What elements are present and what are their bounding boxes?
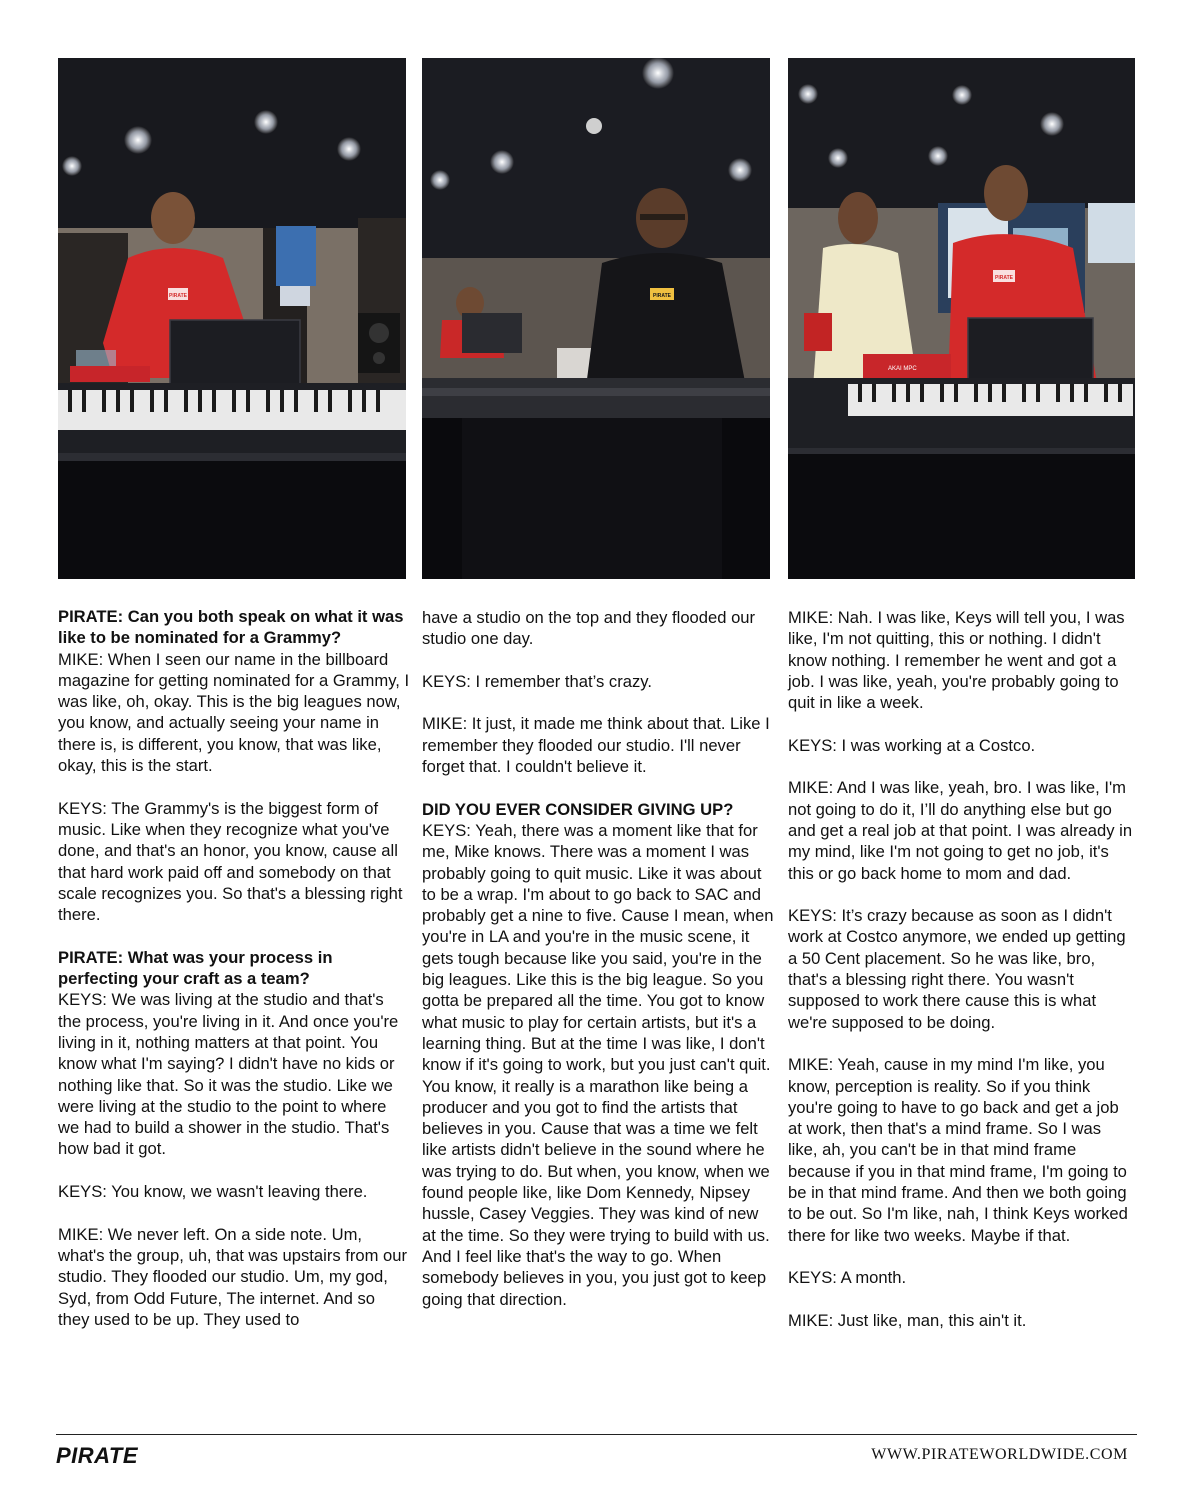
studio-photo-hoodie-producer [422, 58, 770, 579]
interview-answer: MIKE: Just like, man, this ain't it. [788, 1310, 1027, 1330]
studio-photo-keyboard-player-icon [58, 58, 406, 579]
interview-answer: MIKE: It just, it made me think about that. Like I remember they flooded our studio. I'll never forget that. I couldn't believe it. [422, 714, 770, 777]
footer-divider [56, 1434, 1137, 1435]
interview-answer: MIKE: Yeah, cause in my mind I'm like, you know, perception is reality. So if you think you're going to have to go back and get a job at work, then that's a mind frame. So I was like, ah, you can't be in that mind frame because if you in that mind frame, I'm going to be in that mind frame. And then we both going to be out. So I'm like, nah, I think Keys worked there for like two weeks. Maybe if that. [788, 1055, 1128, 1245]
sweater-logo-text-2: PIRATE [995, 275, 1013, 281]
interview-answer: KEYS: I remember that’s crazy. [422, 671, 652, 691]
studio-photo-hoodie-producer-icon [422, 58, 770, 579]
mpc-label-text: AKAI MPC [888, 366, 917, 372]
sweater-logo-text: PIRATE [169, 293, 187, 299]
hoodie-logo-text: PIRATE [653, 293, 671, 299]
article-column-3 [788, 607, 1133, 1352]
interview-question: PIRATE: Can you both speak on what it was like to be nominated for a Grammy? [58, 607, 404, 648]
studio-photo-keyboard-player [58, 58, 406, 579]
interview-answer: MIKE: Nah. I was like, Keys will tell you, I was like, I'm not quitting, this or nothing. I didn't know nothing. I remember he went and got a job. I was like, yeah, you're probably going to quit in like a week. [788, 608, 1125, 713]
interview-answer: MIKE: We never left. On a side note. Um, what's the group, uh, that was upstairs from our studio. They flooded our studio. Um, my god, Syd, from Odd Future, The internet. And so they used to be up. They used to [58, 1224, 408, 1329]
interview-answer: KEYS: It’s crazy because as soon as I didn't work at Costco anymore, we ended up getting a 50 Cent placement. So he was like, bro, that's a blessing right there. You wasn't supposed to work there cause this is what we're supposed to be doing. [788, 906, 1126, 1032]
interview-question: DID YOU EVER CONSIDER GIVING UP? [422, 799, 734, 819]
article-column-2 [422, 607, 774, 1331]
article-column-1 [58, 606, 410, 1351]
footer-url[interactable]: WWW.PIRATEWORLDWIDE.COM [871, 1446, 1128, 1463]
interview-question: PIRATE: What was your process in perfecting your craft as a team? [58, 947, 333, 989]
footer-brand: PIRATE [56, 1443, 139, 1468]
studio-photo-two-producers [788, 58, 1135, 579]
interview-answer: KEYS: The Grammy's is the biggest form of music. Like when they recognize what you've done, and that's an honor, you know, cause all that hard work paid off and somebody on that scale recognizes you. So that's a blessing right there. [58, 798, 403, 925]
interview-answer: have a studio on the top and they flooded our studio one day. [422, 608, 756, 649]
interview-answer: KEYS: Yeah, there was a moment like that for me, Mike knows. There was a moment I was probably going to quit music. Like it was about to be a wrap. I'm about to go back to SAC and probably get a nine to five. Cause I mean, when you're in LA and you're in the music scene, it gets tough because like you said, you're in the big leagues. Like this is the big league. So you gotta be prepared all the time. You got to know what music to play for certain artists, but it's a learning thing. But at the time I was like, I don't know if it's going to work, but you just can't quit. You know, it really is a marathon like being a producer and you got to find the artists that believes in you. Cause that was a time we felt like artists didn't believe in the sound where he was trying to do. But when, you know, when we found people like, like Dom Kennedy, Nipsey hussle, Casey Veggies. They was kind of new at the time. So they were trying to build with us. And I feel like that's the way to go. When somebody believes in you, you just got to keep going that direction. [422, 820, 774, 1309]
interview-answer: KEYS: A month. [788, 1268, 907, 1288]
interview-answer: MIKE: When I seen our name in the billboard magazine for getting nominated for a Grammy, I was like, oh, okay. This is the big leagues now, you know, and actually seeing your name in there is, is different, you know, that was like, okay, this is the start. [58, 649, 410, 776]
interview-answer: KEYS: You know, we wasn't leaving there. [58, 1182, 368, 1202]
interview-answer: KEYS: I was working at a Costco. [788, 735, 1036, 755]
studio-photo-two-producers-icon [788, 58, 1135, 579]
interview-answer: KEYS: We was living at the studio and that's the process, you're living in it. And once you're living in it, nothing matters at that point. You know what I'm saying? I didn't have no kids or nothing like that. So it was the studio. Like we were living at the studio to the point to where we had to build a shower in the studio. That's how bad it got. [58, 990, 399, 1159]
interview-answer: MIKE: And I was like, yeah, bro. I was like, I'm not going to do it, I’ll do anything else but go and get a real job at that point. I was already in my mind, like I'm not going to get no job, it's this or go back home to mom and dad. [788, 778, 1133, 883]
